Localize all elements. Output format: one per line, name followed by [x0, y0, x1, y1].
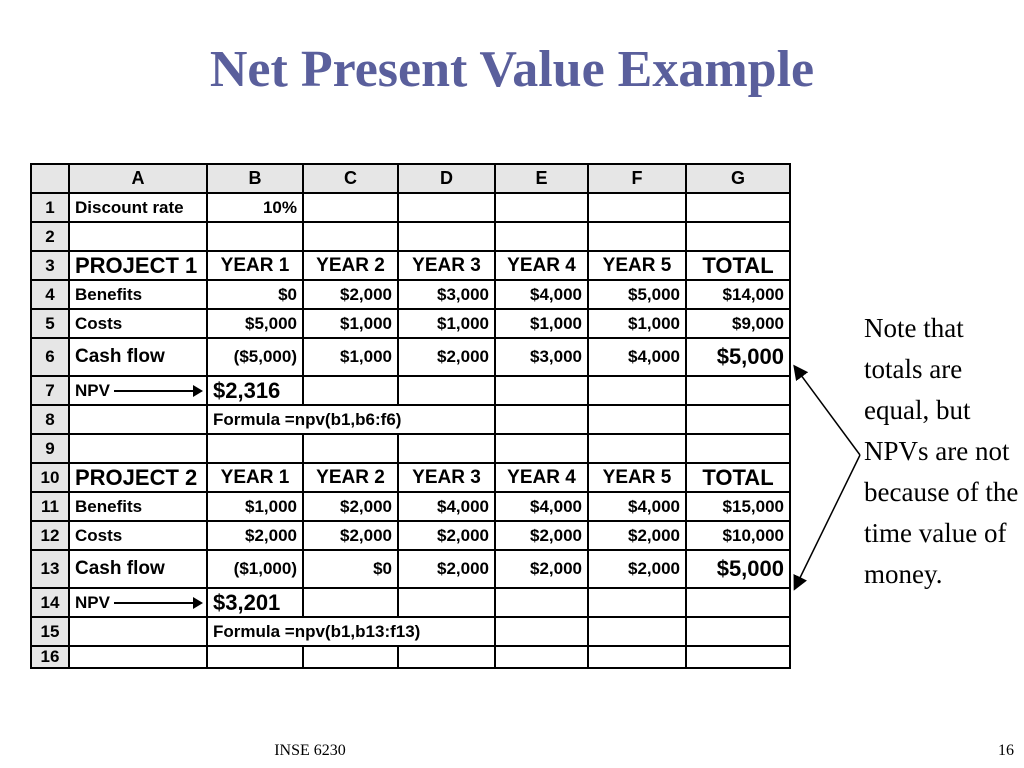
cell-b14: $3,201: [207, 588, 303, 617]
cell-a1: Discount rate: [69, 193, 207, 222]
npv-label: NPV: [75, 592, 110, 612]
cell-c5: $1,000: [303, 309, 398, 338]
row-number: 16: [31, 646, 69, 668]
cell-d13: $2,000: [398, 550, 495, 588]
cell-g12: $10,000: [686, 521, 790, 550]
note-text: Note that totals are equal, but NPVs are not because of the time value of money.: [864, 313, 1019, 589]
table-row: [31, 193, 790, 222]
cell-d12: $2,000: [398, 521, 495, 550]
cell-c13: $0: [303, 550, 398, 588]
row-number: 7: [31, 376, 69, 405]
cell-f12: $2,000: [588, 521, 686, 550]
cell-a8: [69, 405, 207, 434]
table-row: [31, 617, 790, 646]
table-row: [31, 376, 790, 405]
cell-b13: ($1,000): [207, 550, 303, 588]
cell-e6: $3,000: [495, 338, 588, 376]
cell-e5: $1,000: [495, 309, 588, 338]
table-row: [31, 309, 790, 338]
cell-b4: $0: [207, 280, 303, 309]
npv-label: NPV: [75, 380, 110, 400]
cell-b7: $2,316: [207, 376, 303, 405]
cell-g3: TOTAL: [686, 251, 790, 280]
cell-c3: YEAR 2: [303, 251, 398, 280]
cell-b15-formula: Formula =npv(b1,b13:f13): [207, 617, 495, 646]
column-header-d: D: [398, 164, 495, 193]
arrow-lower: [795, 455, 860, 588]
cell-f11: $4,000: [588, 492, 686, 521]
footer-course: INSE 6230: [274, 742, 346, 759]
cell-e10: YEAR 4: [495, 463, 588, 492]
row-number: 10: [31, 463, 69, 492]
page-number: 16: [998, 742, 1014, 759]
cell-a3: PROJECT 1: [69, 251, 207, 280]
cell-d2: [398, 222, 495, 251]
cell-a4: Benefits: [69, 280, 207, 309]
cell-e3: YEAR 4: [495, 251, 588, 280]
cell-c1: [303, 193, 398, 222]
cell-c16: [303, 646, 398, 668]
cell-g1: [686, 193, 790, 222]
cell-a13: Cash flow: [69, 550, 207, 588]
cell-d5: $1,000: [398, 309, 495, 338]
cell-a6: Cash flow: [69, 338, 207, 376]
cell-e12: $2,000: [495, 521, 588, 550]
cell-g10: TOTAL: [686, 463, 790, 492]
corner-cell: [31, 164, 69, 193]
cell-e1: [495, 193, 588, 222]
cell-a10: PROJECT 2: [69, 463, 207, 492]
cell-e7: [495, 376, 588, 405]
cell-f5: $1,000: [588, 309, 686, 338]
column-header-row: [31, 164, 790, 193]
table-row: [31, 646, 790, 668]
cell-e14: [495, 588, 588, 617]
cell-c7: [303, 376, 398, 405]
cell-c9: [303, 434, 398, 463]
cell-g15: [686, 617, 790, 646]
cell-e16: [495, 646, 588, 668]
cell-f14: [588, 588, 686, 617]
cell-f2: [588, 222, 686, 251]
cell-b5: $5,000: [207, 309, 303, 338]
cell-c11: $2,000: [303, 492, 398, 521]
cell-g7: [686, 376, 790, 405]
cell-b12: $2,000: [207, 521, 303, 550]
cell-b8-formula: Formula =npv(b1,b6:f6): [207, 405, 495, 434]
column-header-a: A: [69, 164, 207, 193]
row-number: 5: [31, 309, 69, 338]
cell-c4: $2,000: [303, 280, 398, 309]
cell-g9: [686, 434, 790, 463]
cell-e2: [495, 222, 588, 251]
cell-g13: $5,000: [686, 550, 790, 588]
cell-e11: $4,000: [495, 492, 588, 521]
cell-e9: [495, 434, 588, 463]
cell-d6: $2,000: [398, 338, 495, 376]
row-number: 9: [31, 434, 69, 463]
table-row: [31, 405, 790, 434]
cell-e13: $2,000: [495, 550, 588, 588]
cell-d4: $3,000: [398, 280, 495, 309]
cell-g11: $15,000: [686, 492, 790, 521]
arrow-right-icon: [114, 390, 201, 392]
cell-c10: YEAR 2: [303, 463, 398, 492]
cell-b16: [207, 646, 303, 668]
cell-g16: [686, 646, 790, 668]
row-number: 11: [31, 492, 69, 521]
cell-f8: [588, 405, 686, 434]
cell-f16: [588, 646, 686, 668]
table-row: [31, 550, 790, 588]
cell-a9: [69, 434, 207, 463]
table-row: [31, 492, 790, 521]
cell-a5: Costs: [69, 309, 207, 338]
cell-d1: [398, 193, 495, 222]
cell-b2: [207, 222, 303, 251]
cell-f4: $5,000: [588, 280, 686, 309]
cell-f9: [588, 434, 686, 463]
table-row: [31, 280, 790, 309]
cell-a12: Costs: [69, 521, 207, 550]
table-row: [31, 338, 790, 376]
slide-title: Net Present Value Example: [209, 41, 815, 98]
table-row: [31, 588, 790, 617]
cell-f15: [588, 617, 686, 646]
cell-f10: YEAR 5: [588, 463, 686, 492]
cell-d11: $4,000: [398, 492, 495, 521]
row-number: 8: [31, 405, 69, 434]
cell-b1: 10%: [207, 193, 303, 222]
cell-e4: $4,000: [495, 280, 588, 309]
cell-f7: [588, 376, 686, 405]
cell-g4: $14,000: [686, 280, 790, 309]
row-number: 1: [31, 193, 69, 222]
cell-b11: $1,000: [207, 492, 303, 521]
cell-a16: [69, 646, 207, 668]
row-number: 12: [31, 521, 69, 550]
table-row: [31, 251, 790, 280]
cell-c14: [303, 588, 398, 617]
cell-a2: [69, 222, 207, 251]
cell-d10: YEAR 3: [398, 463, 495, 492]
cell-c6: $1,000: [303, 338, 398, 376]
row-number: 14: [31, 588, 69, 617]
cell-d3: YEAR 3: [398, 251, 495, 280]
column-header-e: E: [495, 164, 588, 193]
cell-a14: [69, 588, 207, 617]
cell-c2: [303, 222, 398, 251]
cell-d16: [398, 646, 495, 668]
row-number: 4: [31, 280, 69, 309]
cell-g14: [686, 588, 790, 617]
spreadsheet: [30, 163, 791, 669]
cell-d7: [398, 376, 495, 405]
arrow-right-icon: [114, 602, 201, 604]
column-header-b: B: [207, 164, 303, 193]
column-header-c: C: [303, 164, 398, 193]
row-number: 15: [31, 617, 69, 646]
cell-f3: YEAR 5: [588, 251, 686, 280]
arrow-upper: [795, 367, 860, 455]
cell-c12: $2,000: [303, 521, 398, 550]
cell-f13: $2,000: [588, 550, 686, 588]
cell-g6: $5,000: [686, 338, 790, 376]
row-number: 3: [31, 251, 69, 280]
cell-g8: [686, 405, 790, 434]
column-header-f: F: [588, 164, 686, 193]
table-row: [31, 222, 790, 251]
cell-b10: YEAR 1: [207, 463, 303, 492]
cell-b3: YEAR 1: [207, 251, 303, 280]
row-number: 6: [31, 338, 69, 376]
table-row: [31, 521, 790, 550]
row-number: 13: [31, 550, 69, 588]
cell-a11: Benefits: [69, 492, 207, 521]
column-header-g: G: [686, 164, 790, 193]
table-row: [31, 434, 790, 463]
cell-f6: $4,000: [588, 338, 686, 376]
cell-d9: [398, 434, 495, 463]
table-row: [31, 463, 790, 492]
cell-e8: [495, 405, 588, 434]
cell-b9: [207, 434, 303, 463]
cell-a7: [69, 376, 207, 405]
cell-d14: [398, 588, 495, 617]
cell-e15: [495, 617, 588, 646]
cell-a15: [69, 617, 207, 646]
cell-g2: [686, 222, 790, 251]
cell-b6: ($5,000): [207, 338, 303, 376]
cell-f1: [588, 193, 686, 222]
row-number: 2: [31, 222, 69, 251]
cell-g5: $9,000: [686, 309, 790, 338]
